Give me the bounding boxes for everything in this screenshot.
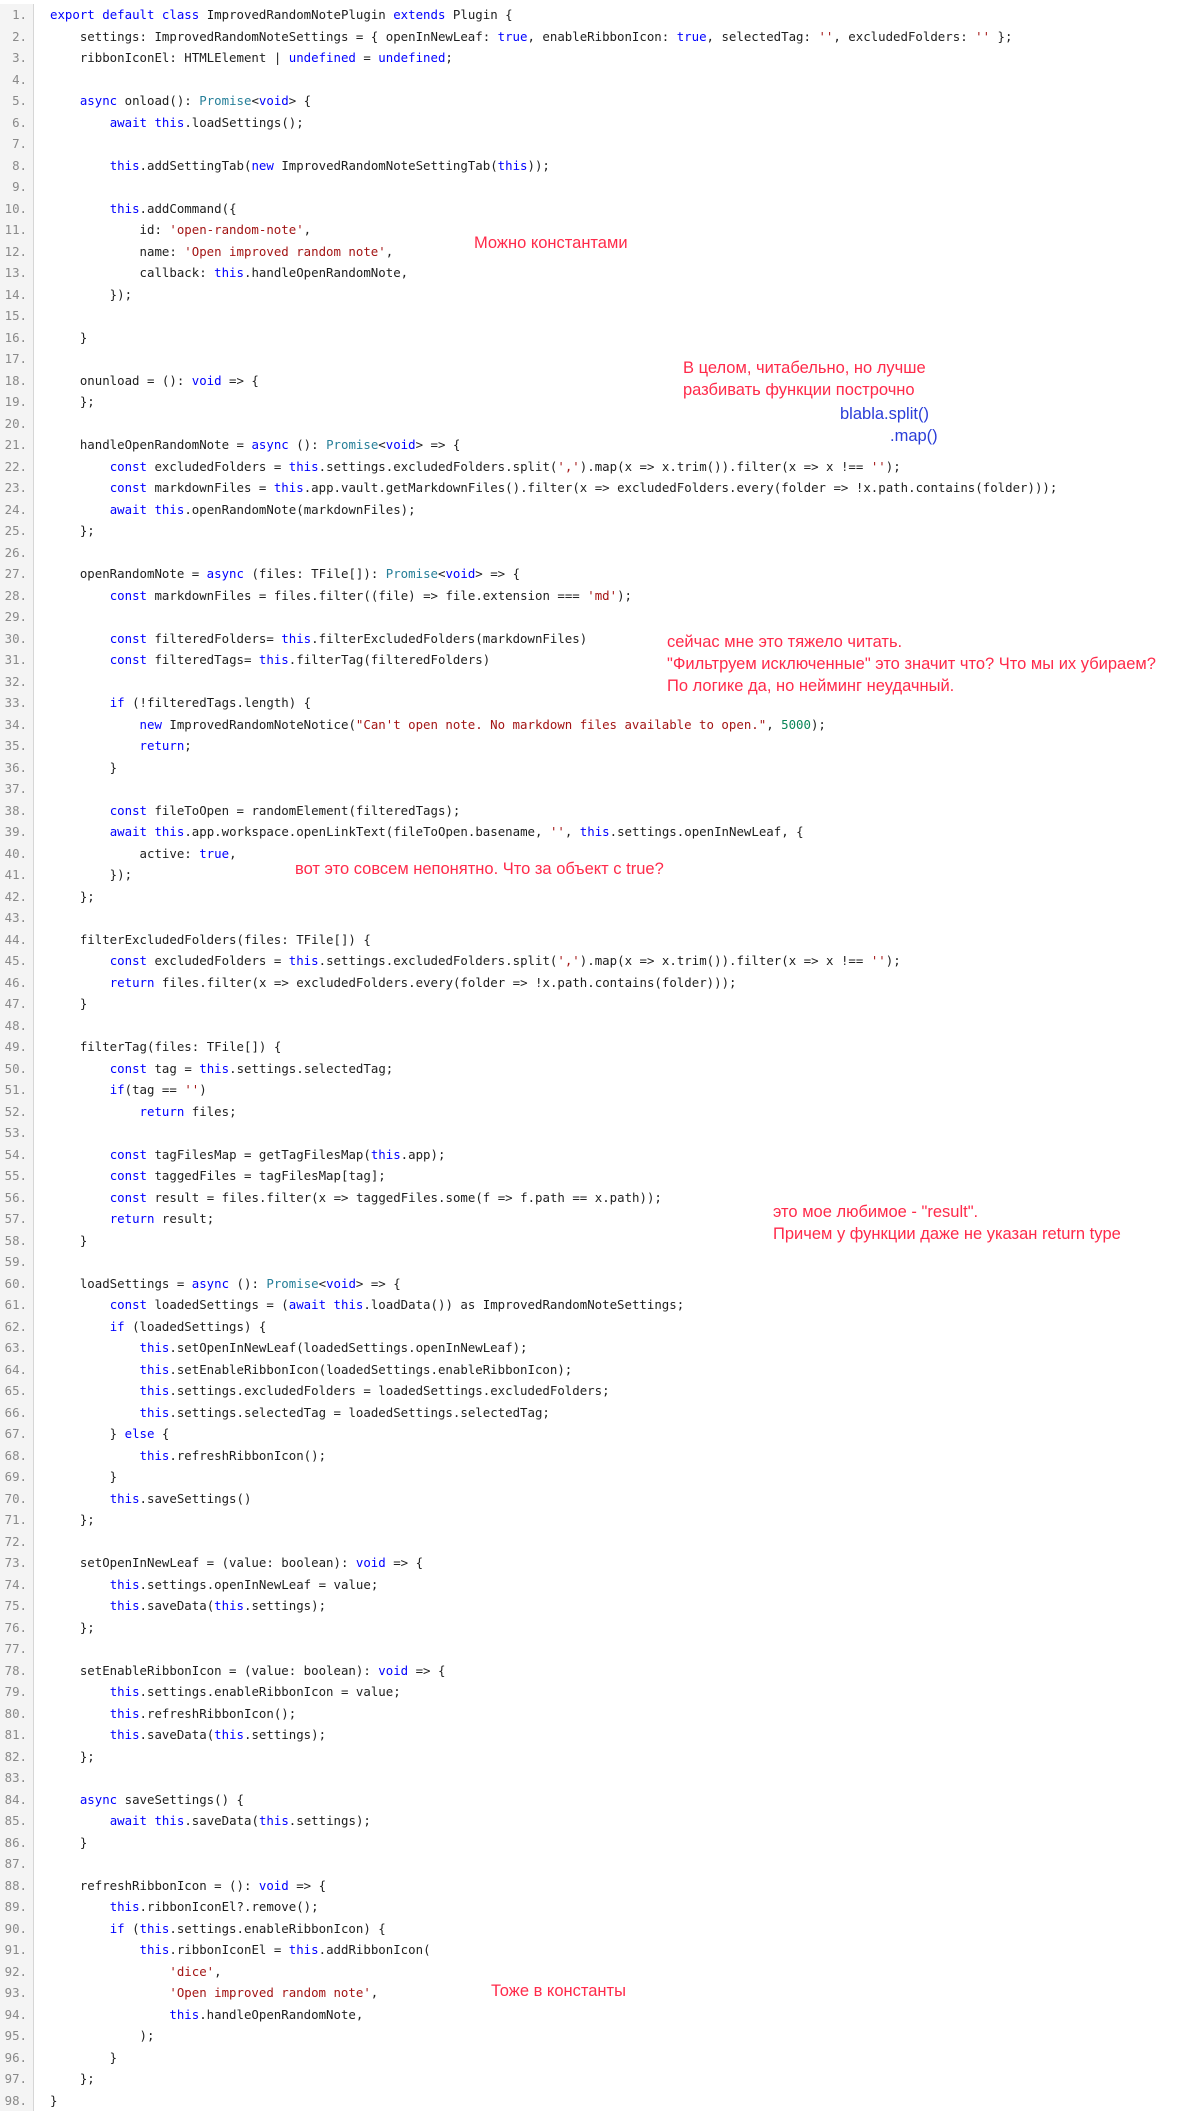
code-text: const excludedFolders = this.settings.excludedFolders.split(',').map(x => x.trim()).filter(x => x !== ''); xyxy=(109,953,901,968)
line-number: 25 . xyxy=(0,520,34,542)
code-text: return result; xyxy=(109,1211,215,1226)
line-number: 96 . xyxy=(0,2047,34,2069)
code-text: }; xyxy=(50,2071,95,2086)
code-line xyxy=(0,305,1200,327)
code-text: this.addCommand({ xyxy=(109,200,237,216)
code-text: this.saveData(this.settings); xyxy=(109,1598,327,1613)
code-line xyxy=(0,284,1200,306)
code-text: } xyxy=(50,1834,88,1850)
code-text: this.settings.enableRibbonIcon = value; xyxy=(109,1684,401,1699)
code-line xyxy=(0,112,1200,134)
line-number: 64 . xyxy=(0,1359,34,1381)
code-text: this.ribbonIconEl = this.addRibbonIcon( xyxy=(139,1942,431,1957)
code-text: ); xyxy=(50,2028,155,2043)
code-line xyxy=(0,1251,1200,1273)
code-line xyxy=(0,929,1200,951)
code-text: this.refreshRibbonIcon(); xyxy=(109,1705,297,1721)
line-number: 40 . xyxy=(0,843,34,865)
code-line xyxy=(0,327,1200,349)
line-number: 51 . xyxy=(0,1079,34,1101)
code-text: const excludedFolders = this.settings.excludedFolders.split(',').map(x => x.trim()).filter(x => x !== ''); xyxy=(109,458,901,474)
line-number: 23 . xyxy=(0,477,34,499)
code-line xyxy=(0,972,1200,994)
code-text: } xyxy=(50,2092,58,2108)
code-line xyxy=(0,1101,1200,1123)
code-line xyxy=(0,2025,1200,2047)
code-line xyxy=(0,563,1200,585)
line-number: 60 . xyxy=(0,1273,34,1295)
code-text: await this.openRandomNote(markdownFiles); xyxy=(109,501,416,517)
line-number: 53 . xyxy=(0,1122,34,1144)
code-text: active: true, xyxy=(139,845,237,861)
code-text: filterExcludedFolders(files: TFile[]) { xyxy=(79,931,371,947)
code-text: onunload = (): void => { xyxy=(79,372,259,388)
code-line xyxy=(0,413,1200,435)
line-number: 84 . xyxy=(0,1789,34,1811)
code-line xyxy=(0,1165,1200,1187)
code-line xyxy=(0,1789,1200,1811)
line-number: 69 . xyxy=(0,1466,34,1488)
line-number: 78 . xyxy=(0,1660,34,1682)
line-number: 3 . xyxy=(0,47,34,69)
code-line xyxy=(0,1036,1200,1058)
line-number: 80 . xyxy=(0,1703,34,1725)
code-line xyxy=(0,155,1200,177)
line-number: 87 . xyxy=(0,1853,34,1875)
line-number: 73 . xyxy=(0,1552,34,1574)
line-number: 89 . xyxy=(0,1896,34,1918)
code-text: id: 'open-random-note', xyxy=(139,222,312,237)
line-number: 42 . xyxy=(0,886,34,908)
line-number: 85 . xyxy=(0,1810,34,1832)
line-number: 76 . xyxy=(0,1617,34,1639)
annotation-readability: В целом, читабельно, но лучше разбивать функции построчно xyxy=(683,359,926,399)
line-number: 65 . xyxy=(0,1380,34,1402)
code-text: setEnableRibbonIcon = (value: boolean): void => { xyxy=(79,1662,446,1678)
code-line xyxy=(0,993,1200,1015)
line-number: 10 . xyxy=(0,198,34,220)
line-number: 22 . xyxy=(0,456,34,478)
line-number: 97 . xyxy=(0,2068,34,2090)
code-line xyxy=(0,1853,1200,1875)
line-number: 77 . xyxy=(0,1638,34,1660)
code-line xyxy=(0,477,1200,499)
code-line xyxy=(0,1939,1200,1961)
line-number: 2 . xyxy=(0,26,34,48)
code-text: 'dice', xyxy=(169,1963,222,1979)
code-line xyxy=(0,778,1200,800)
line-number: 36 . xyxy=(0,757,34,779)
code-text: } xyxy=(50,759,118,775)
code-text: handleOpenRandomNote = async (): Promise<void> => { xyxy=(79,437,461,452)
line-number: 95 . xyxy=(0,2025,34,2047)
code-text: if (this.settings.enableRibbonIcon) { xyxy=(109,1920,386,1936)
code-text: } xyxy=(50,1469,118,1484)
code-text: return files.filter(x => excludedFolders.every(folder => !x.path.contains(folder))); xyxy=(109,974,737,990)
code-text: setOpenInNewLeaf = (value: boolean): void => { xyxy=(79,1555,424,1570)
line-number: 67 . xyxy=(0,1423,34,1445)
code-text: return; xyxy=(139,738,192,753)
line-number: 4 . xyxy=(0,69,34,91)
code-line xyxy=(0,950,1200,972)
code-text: if(tag == '') xyxy=(109,1082,207,1097)
code-text: }; xyxy=(50,1512,95,1527)
annotation-hard-to-read: сейчас мне это тяжело читать. "Фильтруем исключенные" это значит что? Что мы их убираем? По логике да, но нейминг неудачный. xyxy=(667,633,1156,695)
code-line xyxy=(0,714,1200,736)
code-line xyxy=(0,2047,1200,2069)
code-line xyxy=(0,198,1200,220)
code-text: filterTag(files: TFile[]) { xyxy=(79,1039,282,1054)
line-number: 57 . xyxy=(0,1208,34,1230)
line-number: 15 . xyxy=(0,305,34,327)
code-line xyxy=(0,1574,1200,1596)
code-line xyxy=(0,1316,1200,1338)
line-number: 98 . xyxy=(0,2090,34,2112)
line-number: 49 . xyxy=(0,1036,34,1058)
code-line xyxy=(0,1402,1200,1424)
code-line xyxy=(0,1294,1200,1316)
code-text: const filteredTags= this.filterTag(filteredFolders) xyxy=(109,652,491,667)
line-number: 47 . xyxy=(0,993,34,1015)
line-number: 34 . xyxy=(0,714,34,736)
code-text: async saveSettings() { xyxy=(79,1791,244,1807)
code-line xyxy=(0,69,1200,91)
line-number: 14 . xyxy=(0,284,34,306)
code-line xyxy=(0,1918,1200,1940)
line-number: 11 . xyxy=(0,219,34,241)
line-number: 52 . xyxy=(0,1101,34,1123)
code-text: name: 'Open improved random note', xyxy=(139,243,394,259)
code-line xyxy=(0,1832,1200,1854)
code-line xyxy=(0,1015,1200,1037)
code-line xyxy=(0,520,1200,542)
code-text: this.refreshRibbonIcon(); xyxy=(139,1447,327,1463)
line-number: 92 . xyxy=(0,1961,34,1983)
code-line xyxy=(0,1531,1200,1553)
code-line xyxy=(0,1144,1200,1166)
line-number: 91 . xyxy=(0,1939,34,1961)
line-number: 5 . xyxy=(0,90,34,112)
code-text: this.settings.openInNewLeaf = value; xyxy=(109,1576,379,1592)
line-number: 6 . xyxy=(0,112,34,134)
code-text: } xyxy=(50,1232,88,1248)
line-number: 63 . xyxy=(0,1337,34,1359)
annotation-result-naming: это мое любимое - "result". Причем у функции даже не указан return type xyxy=(773,1203,1121,1243)
line-number: 62 . xyxy=(0,1316,34,1338)
line-number: 7 . xyxy=(0,133,34,155)
code-line xyxy=(0,735,1200,757)
code-line xyxy=(0,1810,1200,1832)
code-line xyxy=(0,757,1200,779)
line-number: 82 . xyxy=(0,1746,34,1768)
line-number: 58 . xyxy=(0,1230,34,1252)
code-line xyxy=(0,1896,1200,1918)
code-text: const markdownFiles = this.app.vault.getMarkdownFiles().filter(x => excludedFolders.every(folder => !x.path.contains(folder))); xyxy=(109,480,1058,495)
code-line xyxy=(0,2068,1200,2090)
line-number: 70 . xyxy=(0,1488,34,1510)
code-text: const tagFilesMap = getTagFilesMap(this.app); xyxy=(109,1146,446,1162)
code-text: return files; xyxy=(139,1103,237,1119)
code-text: this.setEnableRibbonIcon(loadedSettings.enableRibbonIcon); xyxy=(139,1361,573,1377)
line-number: 27 . xyxy=(0,563,34,585)
code-line xyxy=(0,47,1200,69)
code-text: } xyxy=(50,996,88,1011)
annotation-map-example: .map() xyxy=(890,427,938,445)
code-text: }; xyxy=(50,523,95,538)
code-text: const filteredFolders= this.filterExcludedFolders(markdownFiles) xyxy=(109,630,588,646)
code-text: this.saveSettings() xyxy=(109,1490,252,1506)
code-line xyxy=(0,26,1200,48)
line-number: 88 . xyxy=(0,1875,34,1897)
code-line xyxy=(0,1617,1200,1639)
code-line xyxy=(0,4,1200,26)
line-number: 59 . xyxy=(0,1251,34,1273)
code-line xyxy=(0,434,1200,456)
code-text: }); xyxy=(50,867,133,882)
code-text: } xyxy=(50,329,88,345)
line-number: 74 . xyxy=(0,1574,34,1596)
code-text: this.saveData(this.settings); xyxy=(109,1727,327,1742)
line-number: 46 . xyxy=(0,972,34,994)
code-line xyxy=(0,370,1200,392)
line-number: 83 . xyxy=(0,1767,34,1789)
line-number: 79 . xyxy=(0,1681,34,1703)
line-number: 50 . xyxy=(0,1058,34,1080)
code-text: this.setOpenInNewLeaf(loadedSettings.openInNewLeaf); xyxy=(139,1340,528,1355)
code-text: if (loadedSettings) { xyxy=(109,1318,267,1334)
annotation-constants: Можно константами xyxy=(474,234,628,252)
line-number: 41 . xyxy=(0,864,34,886)
code-text: } xyxy=(50,2049,118,2065)
line-number: 54 . xyxy=(0,1144,34,1166)
code-text: const taggedFiles = tagFilesMap[tag]; xyxy=(109,1168,386,1183)
code-line xyxy=(0,348,1200,370)
code-line xyxy=(0,1638,1200,1660)
code-text: this.handleOpenRandomNote, xyxy=(169,2006,364,2022)
line-number: 81 . xyxy=(0,1724,34,1746)
code-line xyxy=(0,1122,1200,1144)
code-line xyxy=(0,1703,1200,1725)
code-line xyxy=(0,176,1200,198)
annotation-constants-2: Тоже в константы xyxy=(491,1982,626,2000)
line-number: 93 . xyxy=(0,1982,34,2004)
code-line xyxy=(0,1488,1200,1510)
code-line xyxy=(0,1079,1200,1101)
code-line xyxy=(0,1337,1200,1359)
line-number: 1 . xyxy=(0,4,34,26)
line-number: 19 . xyxy=(0,391,34,413)
line-number: 8 . xyxy=(0,155,34,177)
line-number: 24 . xyxy=(0,499,34,521)
code-text: const tag = this.settings.selectedTag; xyxy=(109,1060,394,1076)
code-text: await this.saveData(this.settings); xyxy=(109,1813,371,1828)
code-line xyxy=(0,1380,1200,1402)
annotation-object-true: вот это совсем непонятно. Что за объект с true? xyxy=(295,860,664,878)
code-line xyxy=(0,1875,1200,1897)
line-number: 35 . xyxy=(0,735,34,757)
code-text: }; xyxy=(50,888,95,904)
line-number: 86 . xyxy=(0,1832,34,1854)
line-number: 30 . xyxy=(0,628,34,650)
line-number: 43 . xyxy=(0,907,34,929)
line-number: 26 . xyxy=(0,542,34,564)
code-line xyxy=(0,133,1200,155)
code-line xyxy=(0,2004,1200,2026)
line-number: 21 . xyxy=(0,434,34,456)
code-text: }); xyxy=(50,286,133,302)
code-line xyxy=(0,542,1200,564)
code-line xyxy=(0,1273,1200,1295)
code-text: refreshRibbonIcon = (): void => { xyxy=(79,1877,327,1893)
line-number: 33 . xyxy=(0,692,34,714)
code-line xyxy=(0,585,1200,607)
code-text: settings: ImprovedRandomNoteSettings = { openInNewLeaf: true, enableRibbonIcon: true, selectedTag: '', excludedFolders: '' }; xyxy=(79,28,1013,44)
line-number: 94 . xyxy=(0,2004,34,2026)
code-listing xyxy=(0,4,1200,2111)
line-number: 17 . xyxy=(0,348,34,370)
code-line xyxy=(0,262,1200,284)
code-text: }; xyxy=(50,1748,95,1764)
line-number: 12 . xyxy=(0,241,34,263)
line-number: 31 . xyxy=(0,649,34,671)
code-line xyxy=(0,821,1200,843)
line-number: 13 . xyxy=(0,262,34,284)
code-text: const result = files.filter(x => taggedFiles.some(f => f.path == x.path)); xyxy=(109,1189,662,1205)
code-line xyxy=(0,1660,1200,1682)
code-text: await this.loadSettings(); xyxy=(109,114,304,130)
code-text: if (!filteredTags.length) { xyxy=(109,695,312,710)
code-line xyxy=(0,1961,1200,1983)
code-line xyxy=(0,456,1200,478)
line-number: 44 . xyxy=(0,929,34,951)
code-text: } else { xyxy=(50,1426,170,1441)
line-number: 32 . xyxy=(0,671,34,693)
code-text: this.ribbonIconEl?.remove(); xyxy=(109,1899,319,1914)
code-line xyxy=(0,90,1200,112)
line-number: 38 . xyxy=(0,800,34,822)
code-line xyxy=(0,2090,1200,2112)
line-number: 71 . xyxy=(0,1509,34,1531)
code-text: openRandomNote = async (files: TFile[]): Promise<void> => { xyxy=(79,566,521,581)
code-text: const markdownFiles = files.filter((file) => file.extension === 'md'); xyxy=(109,587,632,603)
code-text: await this.app.workspace.openLinkText(fileToOpen.basename, '', this.settings.openInNewLeaf, { xyxy=(109,824,804,839)
line-number: 72 . xyxy=(0,1531,34,1553)
code-text: this.settings.excludedFolders = loadedSettings.excludedFolders; xyxy=(139,1383,610,1398)
line-number: 28 . xyxy=(0,585,34,607)
code-line xyxy=(0,1552,1200,1574)
code-text: loadSettings = async (): Promise<void> => { xyxy=(79,1275,401,1291)
code-line xyxy=(0,1767,1200,1789)
line-number: 56 . xyxy=(0,1187,34,1209)
code-text: }; xyxy=(50,1619,95,1635)
annotation-split-example: blabla.split() xyxy=(840,405,929,423)
code-text: async onload(): Promise<void> { xyxy=(79,93,312,108)
code-line xyxy=(0,499,1200,521)
code-text: this.settings.selectedTag = loadedSettings.selectedTag; xyxy=(139,1404,550,1420)
line-number: 29 . xyxy=(0,606,34,628)
code-line xyxy=(0,886,1200,908)
line-number: 75 . xyxy=(0,1595,34,1617)
code-text: new ImprovedRandomNoteNotice("Can't open note. No markdown files available to open.", 5000); xyxy=(139,716,826,732)
code-line xyxy=(0,800,1200,822)
code-line xyxy=(0,1058,1200,1080)
code-line xyxy=(0,1466,1200,1488)
code-text: callback: this.handleOpenRandomNote, xyxy=(139,265,409,280)
line-number: 90 . xyxy=(0,1918,34,1940)
code-line xyxy=(0,1746,1200,1768)
code-line xyxy=(0,1681,1200,1703)
code-text: this.addSettingTab(new ImprovedRandomNoteSettingTab(this)); xyxy=(109,157,550,173)
code-text: const loadedSettings = (await this.loadData()) as ImprovedRandomNoteSettings; xyxy=(109,1297,685,1312)
code-text: export default class ImprovedRandomNotePlugin extends Plugin { xyxy=(50,7,513,22)
line-number: 66 . xyxy=(0,1402,34,1424)
code-line xyxy=(0,1445,1200,1467)
code-line xyxy=(0,1423,1200,1445)
code-line xyxy=(0,606,1200,628)
code-line xyxy=(0,1595,1200,1617)
code-line xyxy=(0,1724,1200,1746)
line-number: 48 . xyxy=(0,1015,34,1037)
line-number: 45 . xyxy=(0,950,34,972)
code-text: 'Open improved random note', xyxy=(169,1985,379,2000)
code-text: const fileToOpen = randomElement(filteredTags); xyxy=(109,802,461,818)
line-number: 20 . xyxy=(0,413,34,435)
line-number: 37 . xyxy=(0,778,34,800)
code-line xyxy=(0,391,1200,413)
code-line xyxy=(0,1509,1200,1531)
code-line xyxy=(0,1359,1200,1381)
line-number: 68 . xyxy=(0,1445,34,1467)
code-line xyxy=(0,907,1200,929)
line-number: 9 . xyxy=(0,176,34,198)
line-number: 16 . xyxy=(0,327,34,349)
line-number: 18 . xyxy=(0,370,34,392)
line-number: 39 . xyxy=(0,821,34,843)
code-text: ribbonIconEl: HTMLElement | undefined = undefined; xyxy=(79,50,453,65)
line-number: 61 . xyxy=(0,1294,34,1316)
line-number: 55 . xyxy=(0,1165,34,1187)
code-text: }; xyxy=(50,394,95,409)
